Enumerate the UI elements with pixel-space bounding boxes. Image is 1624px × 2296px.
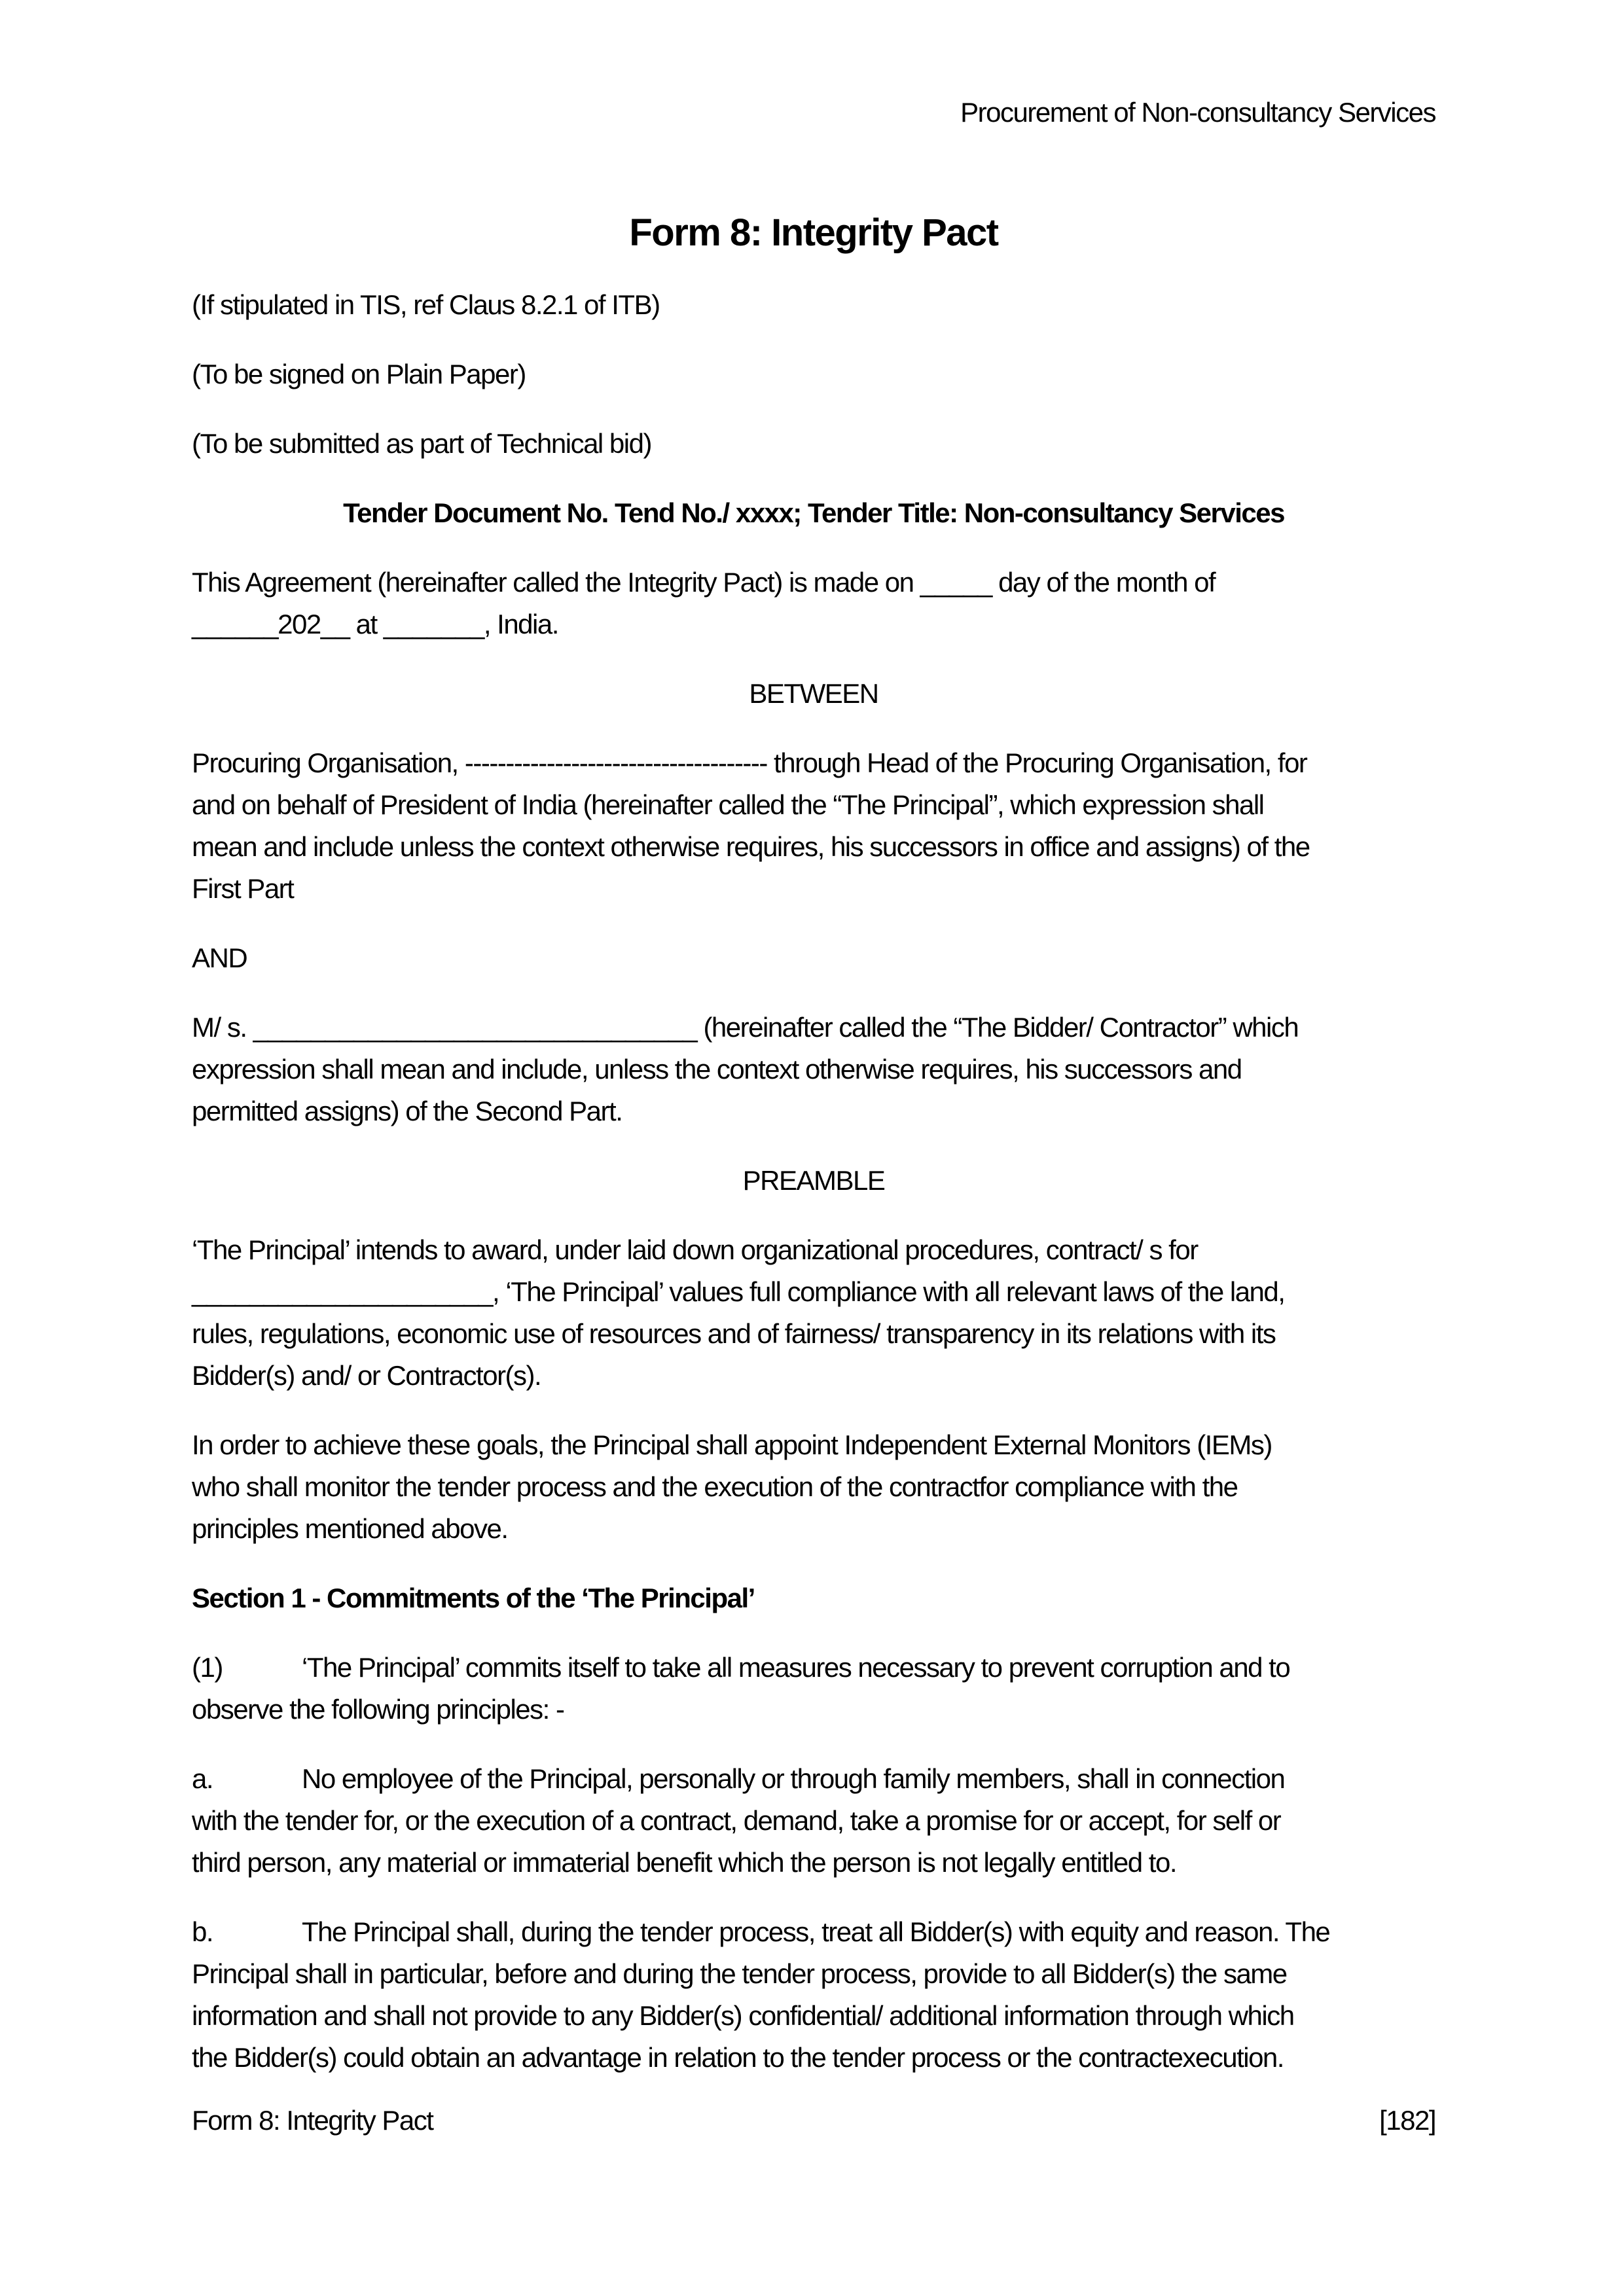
paragraph xyxy=(192,1647,1435,1731)
paragraph-line: M/ s. _______________________________ (hereinafter called the “The Bidder/ Contractor” which xyxy=(192,1012,1299,1043)
paragraph-line: Section 1 - Commitments of the ‘The Principal’ xyxy=(192,1583,755,1613)
paragraph-line: ______202__ at _______, India. xyxy=(192,609,558,639)
page-footer xyxy=(192,2100,1435,2142)
paragraph-line: information and shall not provide to any Bidder(s) confidential/ additional information through which xyxy=(192,2000,1294,2031)
paragraph-line: who shall monitor the tender process and the execution of the contractfor compliance with the xyxy=(192,1471,1238,1502)
paragraph xyxy=(192,562,1435,645)
paragraph-line: In order to achieve these goals, the Principal shall appoint Independent External Monitors (IEMs) xyxy=(192,1429,1272,1460)
paragraph-line: Principal shall in particular, before and during the tender process, provide to all Bidder(s) the same xyxy=(192,1958,1287,1989)
paragraph-line: a. No employee of the Principal, personally or through family members, shall in connection xyxy=(192,1758,1435,1800)
paragraph-line: This Agreement (hereinafter called the Integrity Pact) is made on _____ day of the month of xyxy=(192,567,1216,598)
list-item-label: a. xyxy=(192,1763,213,1794)
page-header-text: Procurement of Non-consultancy Services xyxy=(960,97,1435,128)
paragraph xyxy=(192,284,1435,326)
paragraph xyxy=(192,937,1435,979)
paragraph xyxy=(192,1911,1435,2079)
paragraph-line: third person, any material or immaterial benefit which the person is not legally entitled to. xyxy=(192,1847,1176,1878)
footer-left-text: Form 8: Integrity Pact xyxy=(192,2105,433,2136)
paragraph xyxy=(192,423,1435,465)
paragraph-line: (1) ‘The Principal’ commits itself to take all measures necessary to prevent corruption and to xyxy=(192,1647,1435,1689)
footer-page-number: [182] xyxy=(1379,2105,1435,2136)
paragraph-line: Procuring Organisation, ------------------------------------- through Head of the Procuring Organisation, for xyxy=(192,747,1307,778)
paragraph-line: (To be signed on Plain Paper) xyxy=(192,359,526,389)
paragraph-line: permitted assigns) of the Second Part. xyxy=(192,1096,623,1126)
paragraph-line: rules, regulations, economic use of resources and of fairness/ transparency in its relations with its xyxy=(192,1318,1276,1349)
paragraph-line: principles mentioned above. xyxy=(192,1513,508,1544)
paragraph-line: the Bidder(s) could obtain an advantage in relation to the tender process or the contractexecution. xyxy=(192,2042,1284,2073)
paragraph-line: with the tender for, or the execution of a contract, demand, take a promise for or accept, for self or xyxy=(192,1805,1281,1836)
paragraph xyxy=(192,673,1435,715)
paragraph-line: AND xyxy=(192,942,247,973)
paragraph-line: ‘The Principal’ intends to award, under laid down organizational procedures, contract/ s for xyxy=(192,1234,1198,1265)
paragraph-line: First Part xyxy=(192,873,294,904)
paragraph xyxy=(192,492,1435,534)
paragraph-line: (If stipulated in TIS, ref Claus 8.2.1 of ITB) xyxy=(192,289,660,320)
paragraph-line: BETWEEN xyxy=(749,678,878,709)
paragraph xyxy=(192,1577,1435,1619)
paragraph-line: Tender Document No. Tend No./ xxxx; Tender Title: Non-consultancy Services xyxy=(343,497,1284,528)
paragraph xyxy=(192,1758,1435,1884)
paragraph xyxy=(192,742,1435,910)
paragraph-line: _____________________, ‘The Principal’ values full compliance with all relevant laws of the land, xyxy=(192,1276,1285,1307)
page-title: Form 8: Integrity Pact xyxy=(629,211,998,254)
paragraph xyxy=(192,1424,1435,1550)
paragraph-line: Bidder(s) and/ or Contractor(s). xyxy=(192,1360,541,1391)
paragraph xyxy=(192,1229,1435,1397)
paragraph xyxy=(192,1007,1435,1132)
paragraph xyxy=(192,1160,1435,1202)
paragraph-line: observe the following principles: - xyxy=(192,1694,564,1725)
paragraph-line: b. The Principal shall, during the tender process, treat all Bidder(s) with equity and reason. The xyxy=(192,1911,1435,1953)
list-item-label: b. xyxy=(192,1916,213,1947)
paragraph-line: expression shall mean and include, unless the context otherwise requires, his successors and xyxy=(192,1054,1242,1085)
paragraph-line: and on behalf of President of India (hereinafter called the “The Principal”, which expression shall xyxy=(192,789,1264,820)
paragraph-line: mean and include unless the context otherwise requires, his successors in office and assigns) of the xyxy=(192,831,1310,862)
document-body xyxy=(192,284,1435,2079)
paragraph xyxy=(192,353,1435,395)
paragraph-line: PREAMBLE xyxy=(742,1165,885,1196)
list-item-label: (1) xyxy=(192,1652,223,1683)
paragraph-line: (To be submitted as part of Technical bid) xyxy=(192,428,651,459)
